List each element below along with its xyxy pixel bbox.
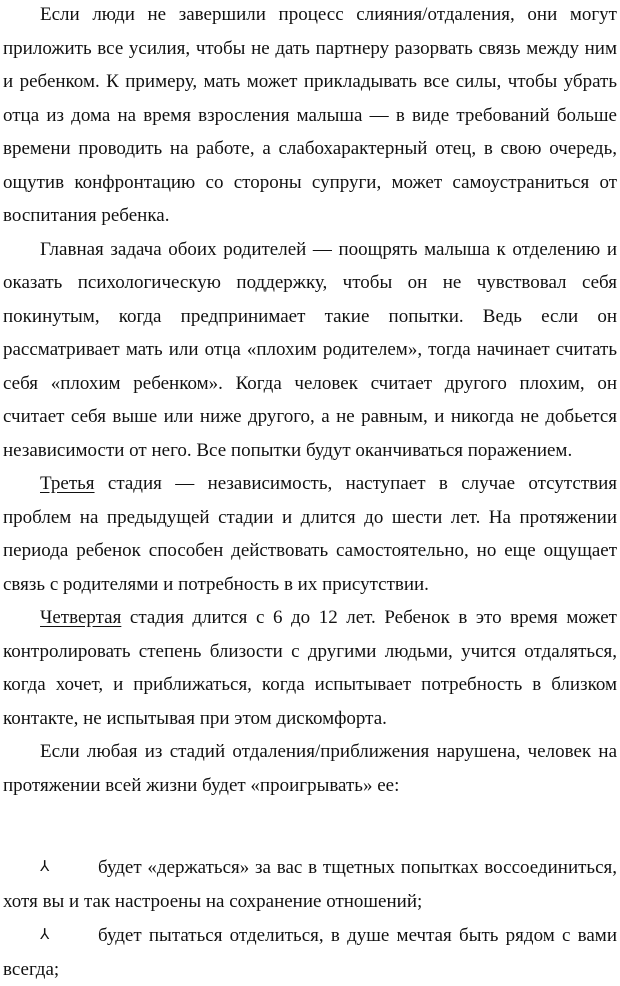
paragraph-fourth-stage [3,601,617,735]
paragraph-text: Если любая из стадий отдаления/приближения нарушена, человек на протяжении всей жизни будет «проигрывать» ее: [3,741,617,796]
list-item-text: будет пытаться отделиться, в душе мечтая быть рядом с вами всегда; [3,925,617,980]
paragraph-text: стадия длится с 6 до 12 лет. Ребенок в это время может контролировать степень близости с другими людьми, учится отдаляться, когда хочет, и приближаться, когда испытывает потребность в близком контакте, не испытывая при этом дискомфорта. [3,607,617,729]
three-pointed-star-icon: ⅄ [40,925,50,943]
list-item-text: будет «держаться» за вас в тщетных попытках воссоединиться, хотя вы и так настроены на сохранение отношений; [3,857,617,912]
paragraph-text: стадия — независимость, наступает в случае отсутствия проблем на предыдущей стадии и длится до шести лет. На протяжении периода ребенок способен действовать самостоятельно, но еще ощущает связь с родителями и потребность в их присутствии. [3,473,617,595]
paragraph-text: Если люди не завершили процесс слияния/отдаления, они могут приложить все усилия, чтобы не дать партнеру разорвать связь между ним и ребенком. К примеру, мать может прикладывать все силы, чтобы убрать отца из дома на время взросления малыша — в виде требований больше времени проводить на работе, а слабохарактерный отец, в свою очередь, ощутив конфронтацию со стороны супруги, может самоустраниться от воспитания ребенка. [3,4,617,226]
stage-term-third: Третья [40,473,95,494]
three-pointed-star-icon: ⅄ [40,857,50,875]
paragraph-text: Главная задача обоих родителей — поощрять малыша к отделению и оказать психологическую поддержку, чтобы он не чувствовал себя покинутым, когда предпринимает такие попытки. Ведь если он рассматривает мать или отца «плохим родителем», тогда начинает считать себя «плохим ребенком». Когда человек считает другого плохим, он считает себя выше или ниже другого, а не равным, и никогда не добьется независимости от него. Все попытки будут оканчиваться поражением. [3,238,617,461]
paragraph-third-stage [3,467,617,601]
paragraph-stage-broken [3,735,617,802]
stage-term-fourth: Четвертая [40,607,122,628]
list-item [3,918,617,986]
vertical-spacer [3,802,617,850]
paragraph-merge-separation [3,0,617,233]
list-item [3,850,617,918]
paragraph-parents-task [3,233,617,468]
